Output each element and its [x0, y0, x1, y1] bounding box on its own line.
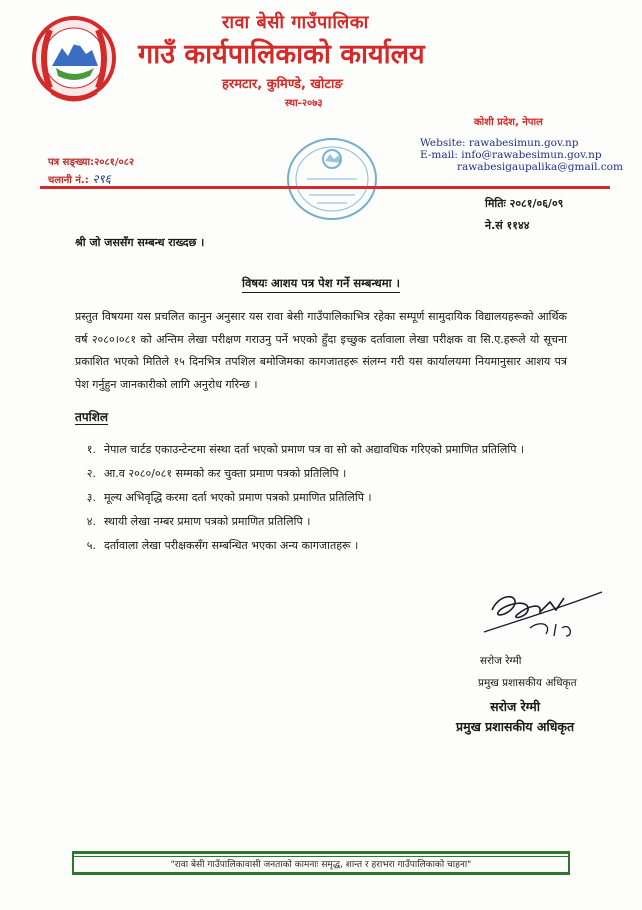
list-item-text: नेपाल चार्टड एकाउन्टेन्टमा संस्था दर्ता भएको प्रमाण पत्र वा सो को अद्यावधिक गरिएको प्रमाणित प्रतिलिपि ।	[104, 443, 525, 456]
signatory-title: प्रमुख प्रशासकीय अधिकृत	[478, 677, 577, 689]
stamp-title: प्रमुख प्रशासकीय अधिकृत	[456, 719, 575, 734]
list-item-text: स्थायी लेखा नम्बर प्रमाण पत्रको प्रमाणित प्रतिलिपि ।	[104, 515, 311, 528]
reference-block	[48, 154, 134, 189]
tapashil-heading-text: तपशिल	[75, 410, 109, 424]
chalani-number: २९६	[92, 172, 111, 186]
letter-body: प्रस्तुत विषयमा यस प्रचलित कानुन अनुसार यस रावा बेसी गाउँपालिकाभित्र रहेका सम्पूर्ण सामुदायिक विद्यालयहरूको आर्थिक वर्ष २०८०।०८१ को अन्तिम लेखा परीक्षण गराउनु पर्ने भएको हुँदा इच्छुक दर्तावाला लेखा परीक्षक वा सि.ए.हरूले यो सूचना प्रकाशित भएको मितिले १५ दिनभित्र तपशिल बमोजिमका कागजातहरू संलग्न गरी यस कार्यालयमा नियमानुसार आशय पत्र पेश गर्नुहुन जानकारीको लागि अनुरोध गरिन्छ ।	[75, 310, 567, 391]
list-item-text: मूल्य अभिवृद्धि करमा दर्ता भएको प्रमाण पत्रको प्रमाणित प्रतिलिपि ।	[104, 491, 372, 504]
list-item-number: ४.	[86, 515, 96, 528]
website-link[interactable]: Website: rawabesimun.gov.np	[420, 137, 579, 149]
list-item-number: २.	[86, 467, 96, 480]
tapashil-heading	[75, 408, 108, 425]
contact-block	[420, 137, 623, 173]
stamp-name: सरोज रेग्मी	[490, 699, 540, 714]
list-item-number: ५.	[86, 539, 96, 552]
list-item	[70, 534, 590, 558]
established-year: स्था-२०७३	[285, 98, 323, 109]
office-title: गाउँ कार्यपालिकाको कार्यालय	[138, 39, 425, 70]
list-item-number: १.	[86, 443, 96, 456]
signatory-name: सरोज रेग्मी	[480, 655, 522, 667]
subject-line	[0, 276, 642, 291]
list-item-text: दर्तावाला लेखा परीक्षकसँग सम्बन्धित भएका अन्य कागजातहरू ।	[104, 539, 359, 552]
email-link[interactable]: E-mail: info@rawabesimun.gov.np	[420, 149, 602, 161]
footer-inner-rule	[74, 856, 568, 857]
handwritten-signature	[470, 580, 610, 650]
office-address: हरमटार, कुमिण्डे, खोटाङ	[222, 77, 343, 92]
municipality-name: रावा बेसी गाउँपालिका	[222, 12, 369, 33]
patra-label: पत्र सङ्ख्या:	[48, 157, 95, 168]
email-link-2[interactable]: rawabesigaupalika@gmail.com	[457, 161, 623, 173]
letterhead-divider	[40, 186, 610, 189]
chalani-label: चलानी नं.:	[48, 175, 89, 186]
province: कोशी प्रदेश, नेपाल	[474, 117, 543, 128]
nepal-sambat: ने.सं ११४४	[485, 219, 530, 232]
signatory-stamp	[456, 697, 574, 737]
recipient-line: श्री जो जससँग सम्बन्ध राख्दछ ।	[75, 236, 205, 249]
document-list	[70, 438, 590, 558]
office-stamp-icon	[285, 135, 380, 223]
list-item	[70, 438, 590, 462]
footer-motto: "रावा बेसी गाउँपालिकावासी जनताको कामनाः समृद्ध, शान्त र हराभरा गाउँपालिकाको चाहना"	[170, 859, 472, 870]
signatory-block	[478, 650, 577, 694]
list-item	[70, 510, 590, 534]
list-item-number: ३.	[86, 491, 96, 504]
list-item	[70, 462, 590, 486]
letter-date: मितिः २०८१/०६/०९	[485, 197, 564, 210]
list-item	[70, 486, 590, 510]
subject-text: विषयः आशय पत्र पेश गर्ने सम्बन्धमा ।	[242, 276, 400, 293]
nepal-emblem-logo	[28, 10, 120, 110]
footer-motto-box	[72, 851, 570, 875]
date-block	[485, 193, 563, 237]
patra-number: २०८१/०८२	[94, 157, 135, 168]
list-item-text: आ.व २०८०/०८१ सम्मको कर चुक्ता प्रमाण पत्रको प्रतिलिपि ।	[104, 467, 347, 480]
